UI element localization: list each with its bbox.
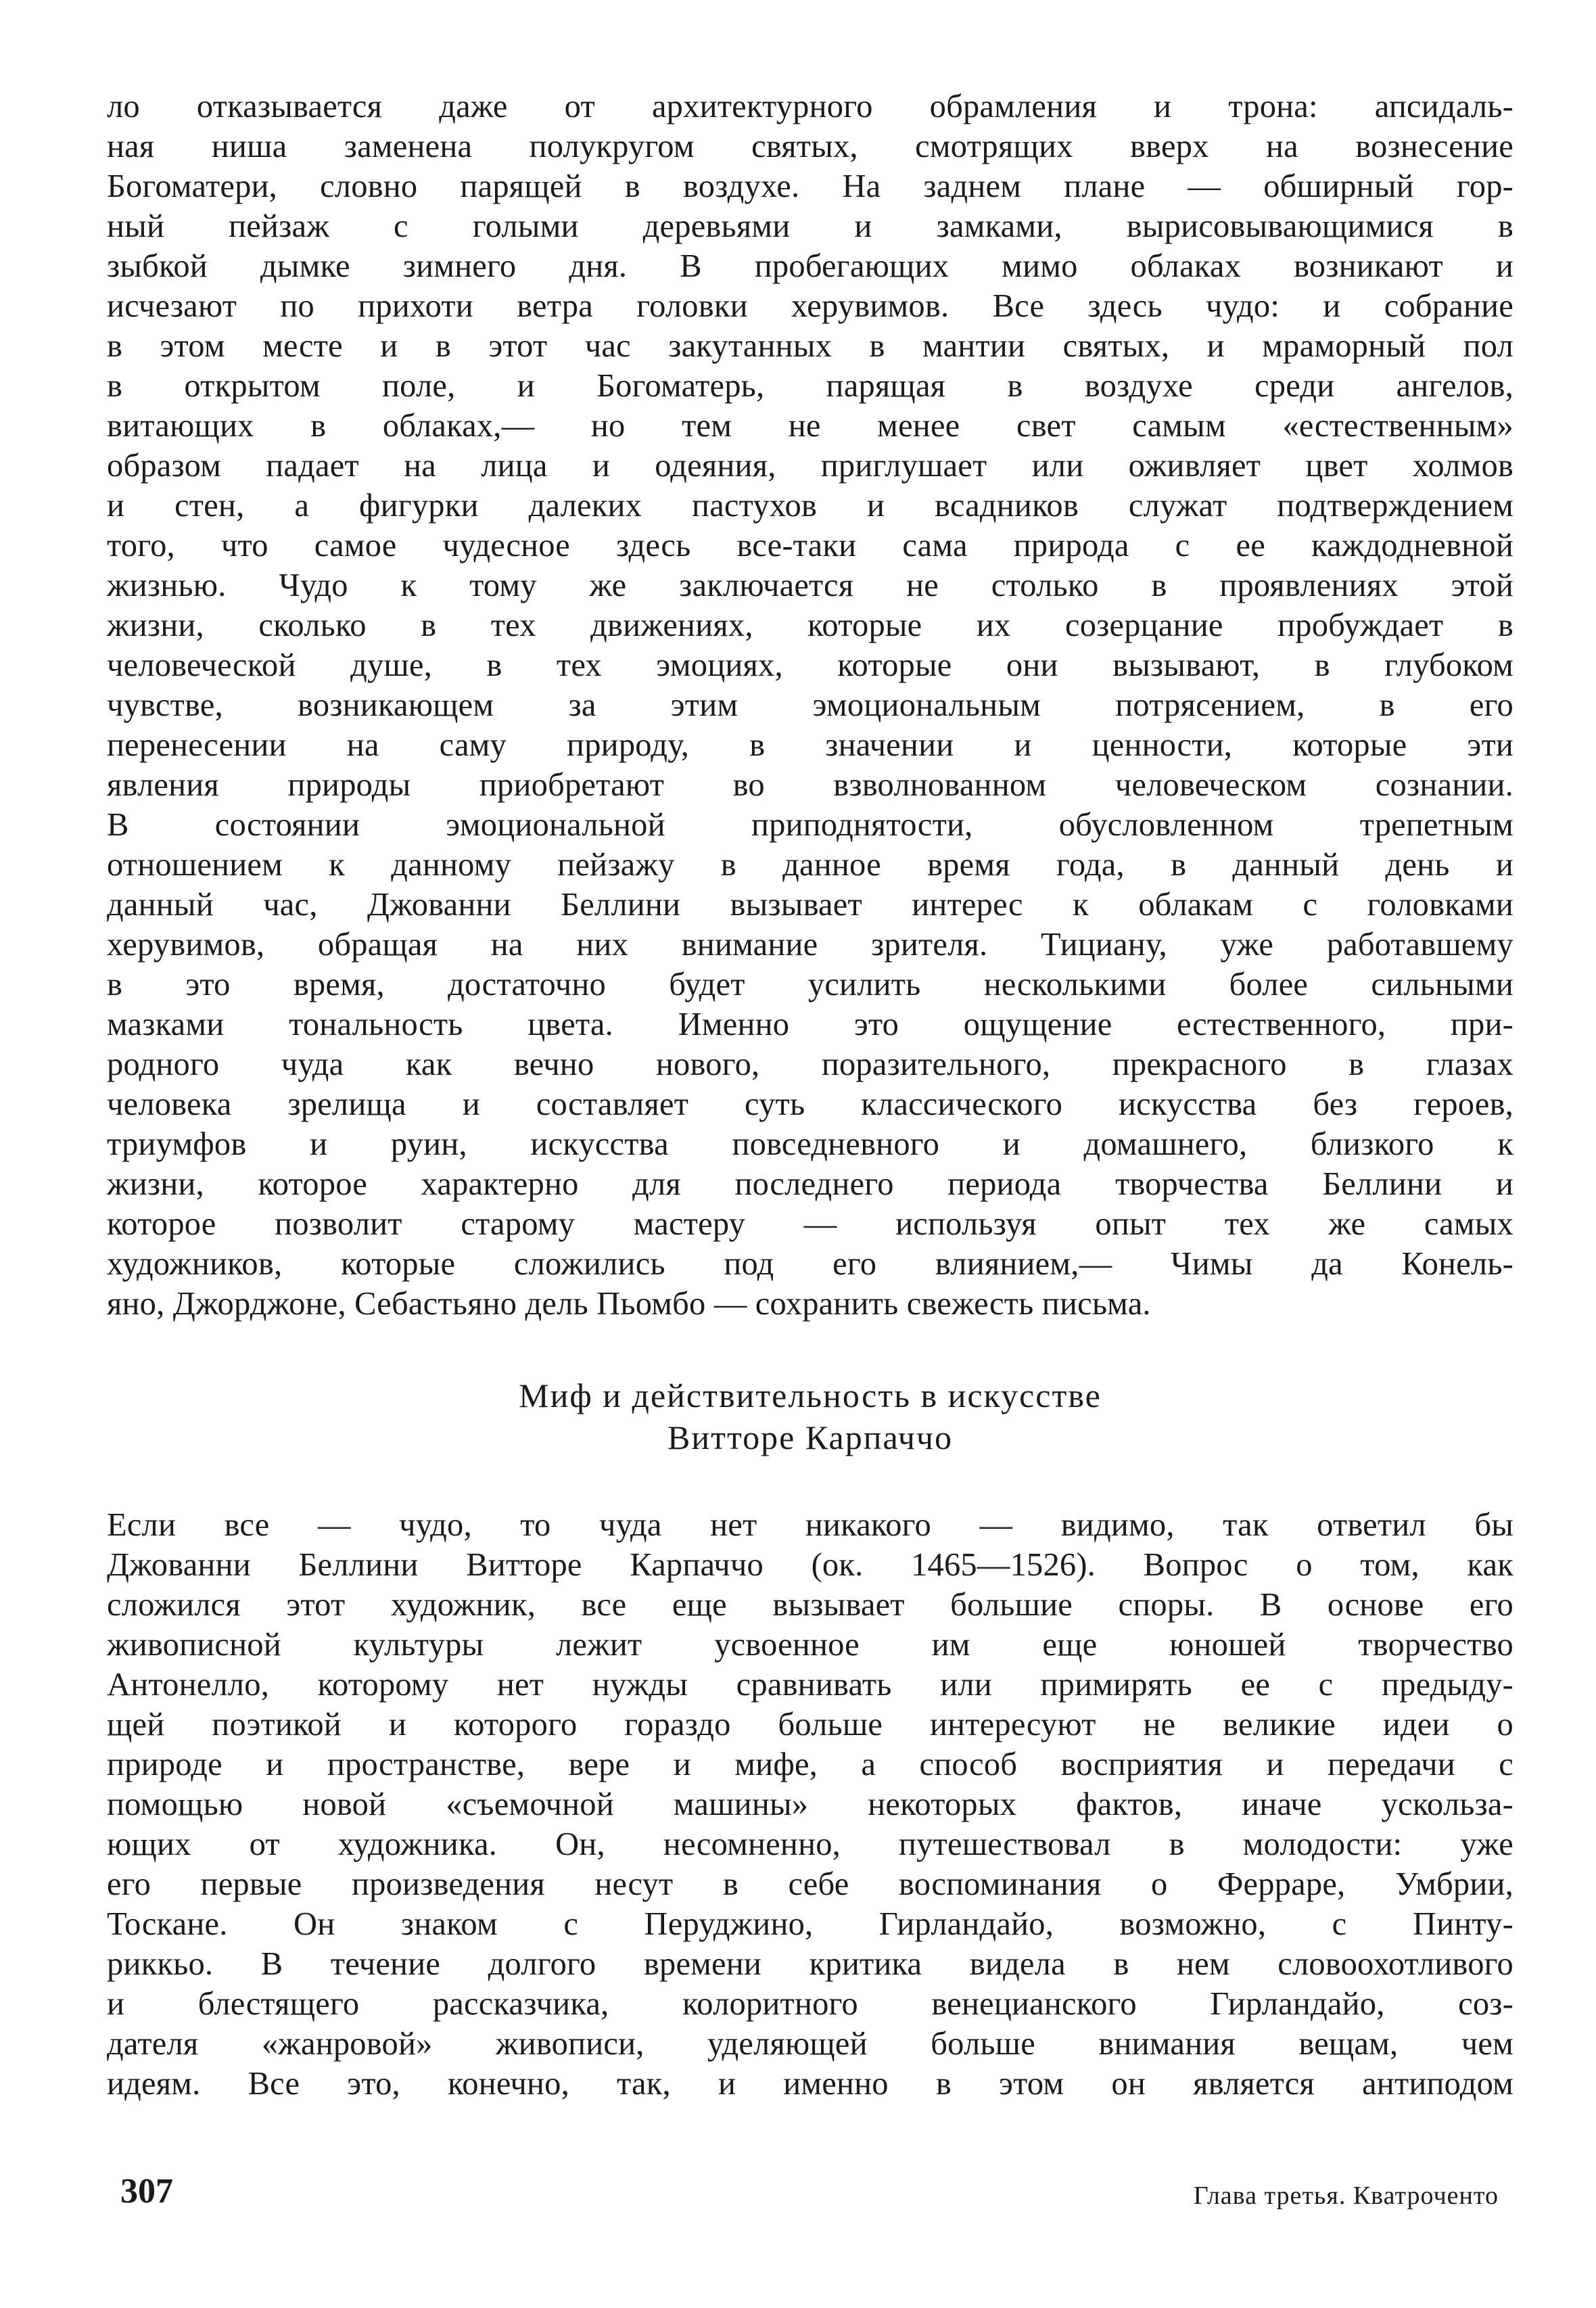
page-number: 307 (120, 2172, 173, 2211)
text-line: Если все — чудо, то чуда нет никакого — видимо, так ответил бы (107, 1507, 1513, 1543)
text-line: Богоматери, словно парящей в воздухе. На заднем плане — обширный гор- (107, 168, 1513, 204)
text-line: в этом месте и в этот час закутанных в мантии святых, и мраморный пол (107, 328, 1513, 364)
text-line: образом падает на лица и одеяния, приглушает или оживляет цвет холмов (107, 448, 1513, 484)
text-line: триумфов и руин, искусства повседневного и домашнего, близкого к (107, 1126, 1513, 1162)
text-line: природе и пространстве, вере и мифе, а способ восприятия и передачи с (107, 1747, 1513, 1782)
text-line: Джованни Беллини Витторе Карпаччо (ок. 1465—1526). Вопрос о том, как (107, 1547, 1513, 1583)
text-line: жизни, сколько в тех движениях, которые их созерцание пробуждает в (107, 607, 1513, 643)
text-line: человеческой душе, в тех эмоциях, которые они вызывают, в глубоком (107, 647, 1513, 683)
text-line: его первые произведения несут в себе воспоминания о Ферраре, Умбрии, (107, 1866, 1513, 1902)
text-line: дателя «жанровой» живописи, уделяющей больше внимания вещам, чем (107, 2026, 1513, 2062)
text-line: живописной культуры лежит усвоенное им еще юношей творчество (107, 1627, 1513, 1663)
text-line: перенесении на саму природу, в значении и ценности, которые эти (107, 727, 1513, 763)
text-line: того, что самое чудесное здесь все-таки сама природа с ее каждодневной (107, 528, 1513, 563)
text-line: жизни, которое характерно для последнего периода творчества Беллини и (107, 1166, 1513, 1202)
text-line: витающих в облаках,— но тем не менее свет самым «естественным» (107, 408, 1513, 444)
text-line: щей поэтикой и которого гораздо больше интересуют не великие идеи о (107, 1707, 1513, 1742)
text-line: явления природы приобретают во взволнованном человеческом сознании. (107, 767, 1513, 803)
text-line: ющих от художника. Он, несомненно, путешествовал в молодости: уже (107, 1826, 1513, 1862)
section-heading-line-2: Витторе Карпаччо (667, 1418, 953, 1456)
text-line: идеям. Все это, конечно, так, и именно в этом он является антиподом (107, 2066, 1513, 2102)
text-line: зыбкой дымке зимнего дня. В пробегающих мимо облаках возникают и (107, 248, 1513, 284)
section-heading-line-1: Миф и действительность в искусстве (519, 1377, 1102, 1414)
text-line: мазками тональность цвета. Именно это ощущение естественного, при- (107, 1007, 1513, 1042)
text-line: в это время, достаточно будет усилить несколькими более сильными (107, 967, 1513, 1002)
text-line: и блестящего рассказчика, колоритного венецианского Гирландайо, соз- (107, 1986, 1513, 2022)
text-line: отношением к данному пейзажу в данное время года, в данный день и (107, 847, 1513, 883)
text-line: в открытом поле, и Богоматерь, парящая в воздухе среди ангелов, (107, 368, 1513, 404)
running-title: Глава третья. Кватроченто (1193, 2182, 1499, 2210)
text-line: яно, Джорджоне, Себастьяно дель Пьомбо — сохранить свежесть письма. (107, 1286, 1151, 1322)
section-heading (107, 1375, 1513, 1458)
text-line: исчезают по прихоти ветра головки херувимов. Все здесь чудо: и собрание (107, 288, 1513, 324)
text-line: В состоянии эмоциональной приподнятости, обусловленном трепетным (107, 807, 1513, 843)
text-line: риккьо. В течение долгого времени критика видела в нем словоохотливого (107, 1946, 1513, 1982)
text-line: помощью новой «съемочной машины» некоторых фактов, иначе ускольза- (107, 1786, 1513, 1822)
text-line: ный пейзаж с голыми деревьями и замками, вырисовывающимися в (107, 208, 1513, 244)
text-line: ло отказывается даже от архитектурного обрамления и трона: апсидаль- (107, 89, 1513, 124)
text-line: данный час, Джованни Беллини вызывает интерес к облакам с головками (107, 887, 1513, 923)
text-line: родного чуда как вечно нового, поразительного, прекрасного в глазах (107, 1046, 1513, 1082)
text-line: Тоскане. Он знаком с Перуджино, Гирландайо, возможно, с Пинту- (107, 1906, 1513, 1942)
text-line: сложился этот художник, все еще вызывает большие споры. В основе его (107, 1587, 1513, 1623)
text-line: и стен, а фигурки далеких пастухов и всадников служат подтверждением (107, 488, 1513, 524)
text-line: жизнью. Чудо к тому же заключается не столько в проявлениях этой (107, 568, 1513, 603)
text-line: херувимов, обращая на них внимание зрителя. Тициану, уже работавшему (107, 927, 1513, 963)
text-line: художников, которые сложились под его влиянием,— Чимы да Конель- (107, 1246, 1513, 1282)
text-line: ная ниша заменена полукругом святых, смотрящих вверх на вознесение (107, 129, 1513, 164)
text-line: человека зрелища и составляет суть классического искусства без героев, (107, 1086, 1513, 1122)
body-paragraph-1 (107, 87, 1513, 1324)
text-line: чувстве, возникающем за этим эмоциональным потрясением, в его (107, 687, 1513, 723)
text-line: Антонелло, которому нет нужды сравнивать или примирять ее с предыду- (107, 1667, 1513, 1703)
body-paragraph-2 (107, 1505, 1513, 2104)
text-line: которое позволит старому мастеру — используя опыт тех же самых (107, 1206, 1513, 1242)
